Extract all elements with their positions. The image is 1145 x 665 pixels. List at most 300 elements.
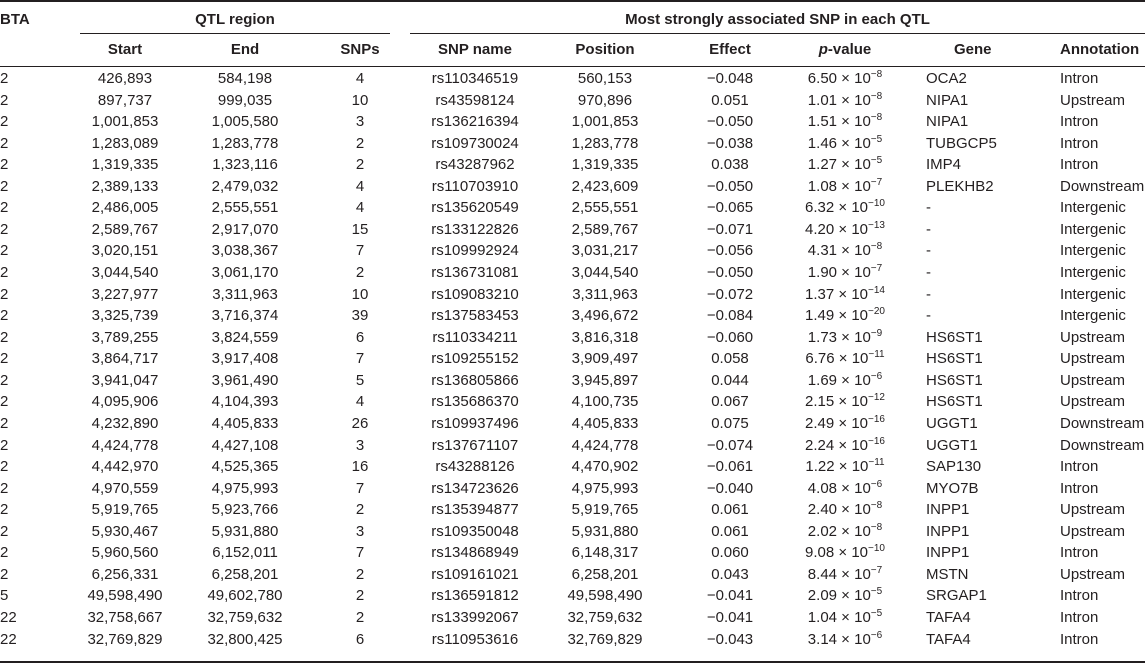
pvalue-times-ten: × 10 <box>834 414 869 432</box>
pvalue-times-ten: × 10 <box>837 501 871 519</box>
cell-end: 3,061,170 <box>211 264 279 282</box>
cell-start: 4,232,890 <box>91 414 159 432</box>
pvalue-times-ten: × 10 <box>834 436 869 454</box>
pvalue-exponent: −9 <box>870 327 883 339</box>
cell-effect: 0.060 <box>711 544 749 562</box>
cell-position: 2,423,609 <box>571 177 639 195</box>
cell-gene: - <box>926 199 931 217</box>
cell-effect: −0.074 <box>706 436 754 454</box>
cell-annotation: Intergenic <box>1060 220 1126 238</box>
cell-start: 426,893 <box>97 70 153 87</box>
cell-effect: −0.071 <box>706 220 754 238</box>
cell-bta: 2 <box>0 565 9 583</box>
cell-gene: INPP1 <box>926 501 970 519</box>
table-top-rule <box>0 0 1145 2</box>
cell-bta: 2 <box>0 371 9 389</box>
cell-effect: −0.065 <box>706 199 754 217</box>
pvalue-exponent: −5 <box>870 608 883 619</box>
pvalue-times-ten: × 10 <box>837 479 871 497</box>
header-top-snp: Most strongly associated SNP in each QTL <box>625 11 930 28</box>
cell-position: 3,909,497 <box>571 350 639 368</box>
cell-snp-name: rs109730024 <box>431 134 519 152</box>
cell-pvalue <box>808 630 882 650</box>
pvalue-exponent: −8 <box>870 90 883 102</box>
cell-bta: 2 <box>0 156 9 174</box>
cell-start: 32,769,829 <box>87 630 163 648</box>
cell-annotation: Intron <box>1060 479 1099 497</box>
cell-position: 6,148,317 <box>571 544 639 562</box>
header-bottom-rule <box>0 66 1145 67</box>
cell-start: 4,442,970 <box>91 458 159 476</box>
pvalue-exponent: −11 <box>868 457 885 469</box>
cell-gene: HS6ST1 <box>926 393 983 411</box>
pvalue-times-ten: × 10 <box>837 134 871 152</box>
cell-annotation: Intron <box>1060 113 1099 131</box>
cell-start: 3,864,717 <box>91 350 159 368</box>
cell-pvalue <box>808 134 882 154</box>
pvalue-exponent: −12 <box>868 392 885 404</box>
pvalue-times-ten: × 10 <box>837 91 871 109</box>
cell-start: 32,758,667 <box>87 609 163 626</box>
cell-position: 32,759,632 <box>567 609 643 626</box>
cell-effect: 0.038 <box>711 156 749 174</box>
cell-start: 3,020,151 <box>91 242 159 260</box>
cell-annotation: Intergenic <box>1060 307 1126 325</box>
qtl-region-rule <box>80 33 390 34</box>
cell-start: 2,589,767 <box>91 220 159 238</box>
cell-bta: 2 <box>0 458 9 476</box>
cell-position: 5,919,765 <box>571 501 639 519</box>
cell-effect: −0.060 <box>706 328 754 346</box>
header-start: Start <box>107 41 143 58</box>
cell-annotation: Upstream <box>1060 522 1126 540</box>
cell-start: 3,227,977 <box>91 285 159 303</box>
cell-bta: 2 <box>0 350 9 368</box>
cell-snp-name: rs136805866 <box>431 371 519 389</box>
cell-pvalue <box>805 285 885 305</box>
cell-start: 2,486,005 <box>91 199 159 217</box>
pvalue-exponent: −7 <box>870 176 883 188</box>
cell-snp-name: rs135620549 <box>431 199 519 217</box>
cell-snp-name: rs136591812 <box>431 587 519 605</box>
table-bottom-rule <box>0 661 1145 663</box>
cell-position: 970,896 <box>577 91 633 109</box>
cell-snp-name: rs137583453 <box>431 307 519 325</box>
cell-end: 3,311,963 <box>212 285 278 303</box>
cell-annotation: Upstream <box>1060 91 1126 109</box>
pvalue-exponent: −7 <box>870 263 883 275</box>
cell-position: 4,405,833 <box>571 414 639 432</box>
cell-snp-name: rs133992067 <box>431 609 519 626</box>
cell-annotation: Intron <box>1060 609 1099 626</box>
cell-effect: −0.041 <box>706 609 754 626</box>
cell-effect: 0.051 <box>711 91 749 109</box>
cell-snp-name: rs136216394 <box>431 113 519 131</box>
cell-start: 5,919,765 <box>91 501 159 519</box>
cell-position: 6,258,201 <box>571 565 639 583</box>
cell-gene: SRGAP1 <box>926 587 987 605</box>
pvalue-times-ten: × 10 <box>837 328 871 346</box>
cell-bta: 2 <box>0 177 9 195</box>
cell-effect: 0.075 <box>711 414 749 432</box>
cell-position: 3,311,963 <box>572 285 638 303</box>
cell-bta: 2 <box>0 70 9 87</box>
cell-annotation: Intron <box>1060 70 1099 87</box>
cell-effect: −0.050 <box>706 264 754 282</box>
cell-annotation: Upstream <box>1060 371 1126 389</box>
pvalue-mantissa: 1.27 <box>807 156 838 174</box>
cell-bta: 2 <box>0 501 9 519</box>
cell-start: 2,389,133 <box>91 177 159 195</box>
cell-position: 1,283,778 <box>571 134 639 152</box>
cell-annotation: Upstream <box>1060 393 1126 411</box>
cell-bta: 2 <box>0 393 9 411</box>
cell-pvalue <box>808 263 882 283</box>
pvalue-times-ten: × 10 <box>837 630 871 648</box>
cell-end: 3,038,367 <box>211 242 279 260</box>
pvalue-mantissa: 1.37 <box>805 285 835 303</box>
cell-position: 4,424,778 <box>571 436 639 454</box>
pvalue-times-ten: × 10 <box>837 371 871 389</box>
cell-gene: UGGT1 <box>926 436 978 454</box>
cell-end: 3,917,408 <box>211 350 279 368</box>
cell-annotation: Intron <box>1060 630 1099 648</box>
pvalue-mantissa: 4.08 <box>807 479 838 497</box>
cell-bta: 2 <box>0 220 9 238</box>
pvalue-times-ten: × 10 <box>837 70 871 87</box>
cell-bta: 2 <box>0 544 9 562</box>
cell-pvalue <box>808 69 882 89</box>
cell-start: 4,970,559 <box>91 479 159 497</box>
pvalue-exponent: −8 <box>870 241 883 253</box>
cell-annotation: Intron <box>1060 156 1099 174</box>
pvalue-mantissa: 1.51 <box>807 113 838 131</box>
cell-start: 49,598,490 <box>87 587 163 605</box>
cell-gene: - <box>926 307 931 325</box>
cell-snps: 4 <box>355 199 365 217</box>
pvalue-times-ten: × 10 <box>834 199 869 217</box>
cell-gene: MSTN <box>926 565 969 583</box>
cell-effect: 0.061 <box>711 522 749 540</box>
header-bta: BTA <box>0 11 30 28</box>
cell-snps: 15 <box>351 220 369 238</box>
cell-snps: 7 <box>355 242 365 260</box>
cell-gene: HS6ST1 <box>926 328 983 346</box>
cell-pvalue <box>805 436 885 456</box>
cell-snps: 3 <box>355 522 365 540</box>
cell-effect: −0.048 <box>706 70 754 87</box>
cell-snps: 7 <box>355 544 365 562</box>
cell-gene: SAP130 <box>926 458 982 476</box>
cell-bta: 2 <box>0 242 9 260</box>
cell-snps: 6 <box>355 630 365 648</box>
pvalue-times-ten: × 10 <box>837 565 871 583</box>
cell-start: 1,001,853 <box>91 113 159 131</box>
cell-snps: 5 <box>355 371 365 389</box>
cell-snps: 3 <box>355 436 365 454</box>
pvalue-times-ten: × 10 <box>837 264 871 282</box>
cell-bta: 22 <box>0 630 17 648</box>
cell-start: 1,319,335 <box>91 156 159 174</box>
pvalue-mantissa: 2.09 <box>807 587 838 605</box>
cell-snp-name: rs134723626 <box>431 479 519 497</box>
cell-bta: 2 <box>0 436 9 454</box>
cell-pvalue <box>808 177 882 197</box>
header-pvalue-rest: -value <box>827 41 872 58</box>
pvalue-exponent: −10 <box>868 198 885 210</box>
cell-effect: 0.043 <box>711 565 749 583</box>
pvalue-exponent: −5 <box>870 155 883 167</box>
cell-snps: 2 <box>355 501 365 519</box>
header-annotation: Annotation <box>1060 41 1140 58</box>
cell-snp-name: rs109350048 <box>431 522 519 540</box>
pvalue-exponent: −16 <box>868 435 885 447</box>
cell-position: 560,153 <box>577 70 633 87</box>
cell-end: 1,283,778 <box>211 134 279 152</box>
cell-end: 4,405,833 <box>211 414 279 432</box>
cell-pvalue <box>808 608 882 628</box>
cell-annotation: Intergenic <box>1060 242 1126 260</box>
pvalue-mantissa: 2.02 <box>807 522 838 540</box>
cell-position: 1,319,335 <box>571 156 639 174</box>
cell-start: 3,044,540 <box>91 264 159 282</box>
pvalue-mantissa: 1.46 <box>807 134 838 152</box>
cell-gene: TAFA4 <box>926 630 971 648</box>
cell-gene: INPP1 <box>926 544 970 562</box>
cell-gene: OCA2 <box>926 70 967 87</box>
cell-snp-name: rs110334211 <box>432 328 518 346</box>
cell-pvalue <box>805 414 885 434</box>
cell-annotation: Intron <box>1060 134 1099 152</box>
cell-pvalue <box>808 479 882 499</box>
cell-position: 5,931,880 <box>571 522 639 540</box>
pvalue-times-ten: × 10 <box>834 458 869 476</box>
pvalue-times-ten: × 10 <box>834 544 869 562</box>
cell-gene: IMP4 <box>926 156 962 174</box>
cell-effect: 0.044 <box>711 371 749 389</box>
cell-end: 584,198 <box>217 70 273 87</box>
cell-effect: −0.040 <box>706 479 754 497</box>
header-snp-name: SNP name <box>438 41 512 58</box>
cell-snps: 10 <box>351 285 369 303</box>
cell-start: 3,325,739 <box>91 307 159 325</box>
cell-snp-name: rs135686370 <box>431 393 519 411</box>
cell-effect: −0.043 <box>706 630 754 648</box>
cell-end: 4,104,393 <box>211 393 279 411</box>
pvalue-mantissa: 1.01 <box>807 91 838 109</box>
cell-start: 1,283,089 <box>91 134 159 152</box>
pvalue-exponent: −5 <box>870 586 883 598</box>
header-effect: Effect <box>709 41 751 58</box>
pvalue-exponent: −11 <box>868 349 885 361</box>
cell-end: 5,931,880 <box>211 522 279 540</box>
cell-end: 1,323,116 <box>212 156 278 174</box>
pvalue-exponent: −6 <box>870 629 883 641</box>
cell-gene: TUBGCP5 <box>926 134 997 152</box>
cell-position: 3,044,540 <box>571 264 639 282</box>
cell-snp-name: rs43287962 <box>435 156 515 174</box>
cell-end: 5,923,766 <box>211 501 279 519</box>
pvalue-exponent: −14 <box>868 284 885 296</box>
pvalue-mantissa: 6.32 <box>805 199 835 217</box>
cell-effect: −0.056 <box>706 242 754 260</box>
cell-annotation: Intergenic <box>1060 285 1126 303</box>
pvalue-mantissa: 1.73 <box>807 328 838 346</box>
cell-snp-name: rs109992924 <box>431 242 519 260</box>
header-snps: SNPs <box>340 41 380 58</box>
cell-start: 897,737 <box>97 91 153 109</box>
cell-snp-name: rs109255152 <box>431 350 519 368</box>
cell-gene: NIPA1 <box>926 91 969 109</box>
pvalue-mantissa: 6.76 <box>805 350 835 368</box>
cell-snp-name: rs110953616 <box>431 630 519 648</box>
cell-annotation: Downstream <box>1060 414 1145 432</box>
pvalue-times-ten: × 10 <box>837 113 871 131</box>
pvalue-times-ten: × 10 <box>834 307 869 325</box>
cell-pvalue <box>808 586 882 606</box>
cell-snps: 6 <box>355 328 365 346</box>
cell-gene: UGGT1 <box>926 414 978 432</box>
cell-snp-name: rs109161021 <box>431 565 519 583</box>
cell-snp-name: rs137671107 <box>431 436 519 454</box>
cell-snps: 4 <box>355 393 365 411</box>
pvalue-mantissa: 1.49 <box>805 307 835 325</box>
cell-pvalue <box>805 392 885 412</box>
cell-gene: - <box>926 285 931 303</box>
cell-pvalue <box>805 349 884 369</box>
cell-start: 3,941,047 <box>91 371 159 389</box>
cell-position: 1,001,853 <box>571 113 639 131</box>
cell-effect: −0.041 <box>706 587 754 605</box>
pvalue-mantissa: 2.24 <box>805 436 835 454</box>
cell-position: 4,470,902 <box>571 458 639 476</box>
pvalue-mantissa: 8.44 <box>807 565 838 583</box>
cell-bta: 2 <box>0 307 9 325</box>
cell-bta: 2 <box>0 199 9 217</box>
cell-snp-name: rs136731081 <box>431 264 519 282</box>
cell-pvalue <box>808 112 882 132</box>
pvalue-times-ten: × 10 <box>837 609 871 626</box>
cell-annotation: Upstream <box>1060 328 1126 346</box>
cell-snps: 2 <box>355 609 365 626</box>
pvalue-times-ten: × 10 <box>834 285 869 303</box>
cell-position: 3,816,318 <box>571 328 639 346</box>
pvalue-exponent: −7 <box>870 564 883 576</box>
cell-annotation: Upstream <box>1060 565 1126 583</box>
pvalue-mantissa: 2.15 <box>805 393 835 411</box>
cell-effect: 0.067 <box>711 393 749 411</box>
cell-annotation: Intergenic <box>1060 264 1126 282</box>
cell-snps: 2 <box>355 587 365 605</box>
pvalue-exponent: −6 <box>870 370 883 382</box>
cell-pvalue <box>805 457 884 477</box>
cell-end: 4,427,108 <box>211 436 279 454</box>
cell-end: 6,152,011 <box>212 544 278 562</box>
cell-effect: 0.061 <box>711 501 749 519</box>
cell-start: 4,424,778 <box>91 436 159 454</box>
cell-start: 4,095,906 <box>91 393 159 411</box>
cell-effect: 0.058 <box>711 350 749 368</box>
cell-bta: 2 <box>0 522 9 540</box>
cell-snps: 4 <box>355 70 365 87</box>
pvalue-times-ten: × 10 <box>837 242 871 260</box>
cell-pvalue <box>808 328 882 348</box>
cell-annotation: Intergenic <box>1060 199 1126 217</box>
cell-gene: HS6ST1 <box>926 371 983 389</box>
cell-bta: 2 <box>0 285 9 303</box>
pvalue-exponent: −13 <box>868 219 885 231</box>
cell-end: 3,961,490 <box>211 371 279 389</box>
pvalue-exponent: −8 <box>870 112 883 124</box>
pvalue-exponent: −8 <box>870 69 883 80</box>
cell-bta: 2 <box>0 328 9 346</box>
cell-snp-name: rs134868949 <box>431 544 519 562</box>
cell-snps: 7 <box>355 350 365 368</box>
pvalue-mantissa: 9.08 <box>805 544 835 562</box>
cell-pvalue <box>808 565 882 585</box>
cell-pvalue <box>805 198 885 218</box>
cell-snp-name: rs110346519 <box>431 70 519 87</box>
cell-end: 49,602,780 <box>207 587 283 605</box>
cell-bta: 2 <box>0 134 9 152</box>
cell-annotation: Upstream <box>1060 350 1126 368</box>
header-qtl-region: QTL region <box>195 11 275 28</box>
cell-pvalue <box>805 220 885 240</box>
cell-snp-name: rs110703910 <box>431 177 519 195</box>
cell-end: 3,716,374 <box>211 307 279 325</box>
cell-end: 4,525,365 <box>211 458 279 476</box>
cell-snps: 2 <box>355 156 365 174</box>
cell-effect: −0.084 <box>706 307 754 325</box>
cell-snps: 26 <box>351 414 369 432</box>
pvalue-exponent: −6 <box>870 478 883 490</box>
cell-effect: −0.050 <box>706 113 754 131</box>
cell-annotation: Intron <box>1060 587 1099 605</box>
cell-pvalue <box>808 241 882 261</box>
cell-bta: 2 <box>0 414 9 432</box>
pvalue-mantissa: 2.49 <box>805 414 835 432</box>
cell-gene: PLEKHB2 <box>926 177 994 195</box>
pvalue-exponent: −16 <box>868 413 885 425</box>
header-gene: Gene <box>954 41 992 58</box>
header-pvalue-italic: p <box>818 41 828 58</box>
cell-gene: TAFA4 <box>926 609 971 626</box>
cell-snps: 2 <box>355 565 365 583</box>
header-end: End <box>230 41 260 58</box>
cell-start: 5,930,467 <box>91 522 159 540</box>
cell-position: 3,031,217 <box>571 242 639 260</box>
cell-effect: −0.038 <box>706 134 754 152</box>
cell-snp-name: rs109937496 <box>431 414 519 432</box>
cell-bta: 5 <box>0 587 9 605</box>
cell-pvalue <box>805 306 885 326</box>
pvalue-exponent: −20 <box>868 306 885 318</box>
pvalue-times-ten: × 10 <box>834 350 869 368</box>
cell-end: 2,555,551 <box>211 199 279 217</box>
pvalue-exponent: −8 <box>870 521 883 533</box>
cell-gene: INPP1 <box>926 522 970 540</box>
cell-position: 3,496,672 <box>571 307 639 325</box>
cell-gene: HS6ST1 <box>926 350 983 368</box>
pvalue-mantissa: 3.14 <box>807 630 838 648</box>
cell-annotation: Downstream <box>1060 436 1145 454</box>
cell-bta: 2 <box>0 113 9 131</box>
pvalue-times-ten: × 10 <box>834 393 869 411</box>
cell-position: 32,769,829 <box>567 630 643 648</box>
pvalue-times-ten: × 10 <box>837 522 871 540</box>
cell-bta: 2 <box>0 91 9 109</box>
pvalue-mantissa: 4.20 <box>805 220 835 238</box>
